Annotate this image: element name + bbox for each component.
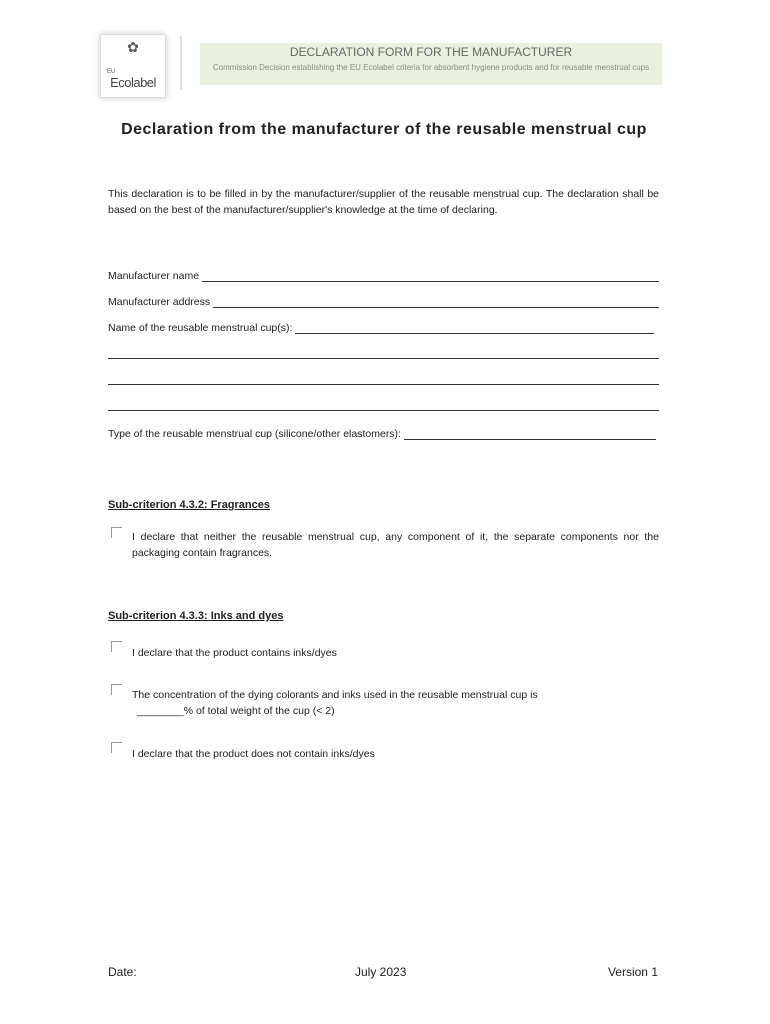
field-label: Type of the reusable menstrual cup (silicone/other elastomers): [108,428,401,440]
intro-text: This declaration is to be filled in by the manufacturer/supplier of the reusable menstrual cup. The declaration shall be based on the best of the manufacturer/supplier's knowledge at the time of declaring. [108,188,659,216]
checkbox-concentration[interactable] [111,684,122,695]
footer-date: Date: [108,965,137,979]
footer-version: Version 1 [607,965,658,979]
divider [180,36,182,90]
field-label: Manufacturer address [108,296,211,308]
cup-name-line-4[interactable] [108,400,659,411]
header-subtitle: Commission Decision establishing the EU Ecolabel criteria for absorbent hygiene products and for reusable menstrual cups [212,63,650,72]
page-title: Declaration from the manufacturer of the reusable menstrual cup [121,121,647,138]
checkbox-contains-inks[interactable] [111,641,122,652]
statement-no-fragrances: I declare that neither the reusable menstrual cup, any component of it, the separate components nor the packaging contain fragrances. [132,531,659,559]
cup-type-field[interactable] [108,428,656,440]
manufacturer-address-field[interactable] [108,296,659,308]
checkbox-no-inks[interactable] [111,742,122,753]
cup-name-line-2[interactable] [108,348,659,359]
statement-contains-inks: I declare that the product contains inks/dyes [132,647,337,659]
ecolabel-logo: ✿ EU Ecolabel [100,34,166,98]
statement-no-inks: I declare that the product does not contain inks/dyes [132,748,375,760]
footer-month: July 2023 [355,965,407,979]
cup-name-line-3[interactable] [108,374,659,385]
section-heading-inks: Sub-criterion 4.3.3: Inks and dyes [108,610,284,622]
section-heading-fragrances: Sub-criterion 4.3.2: Fragrances [108,499,270,511]
manufacturer-name-field[interactable] [108,270,659,282]
checkbox-no-fragrances[interactable] [111,527,122,538]
concentration-input[interactable]: ________% of total weight of the cup (< 2) [137,705,335,717]
statement-concentration: The concentration of the dying colorants and inks used in the reusable menstrual cup is [132,689,538,701]
flower-icon: ✿ [127,39,139,55]
field-label: Name of the reusable menstrual cup(s): [108,322,293,334]
header-title: DECLARATION FORM FOR THE MANUFACTURER [289,45,573,59]
cup-name-field[interactable] [108,322,654,334]
header-banner [200,43,662,85]
field-label: Manufacturer name [108,270,200,282]
